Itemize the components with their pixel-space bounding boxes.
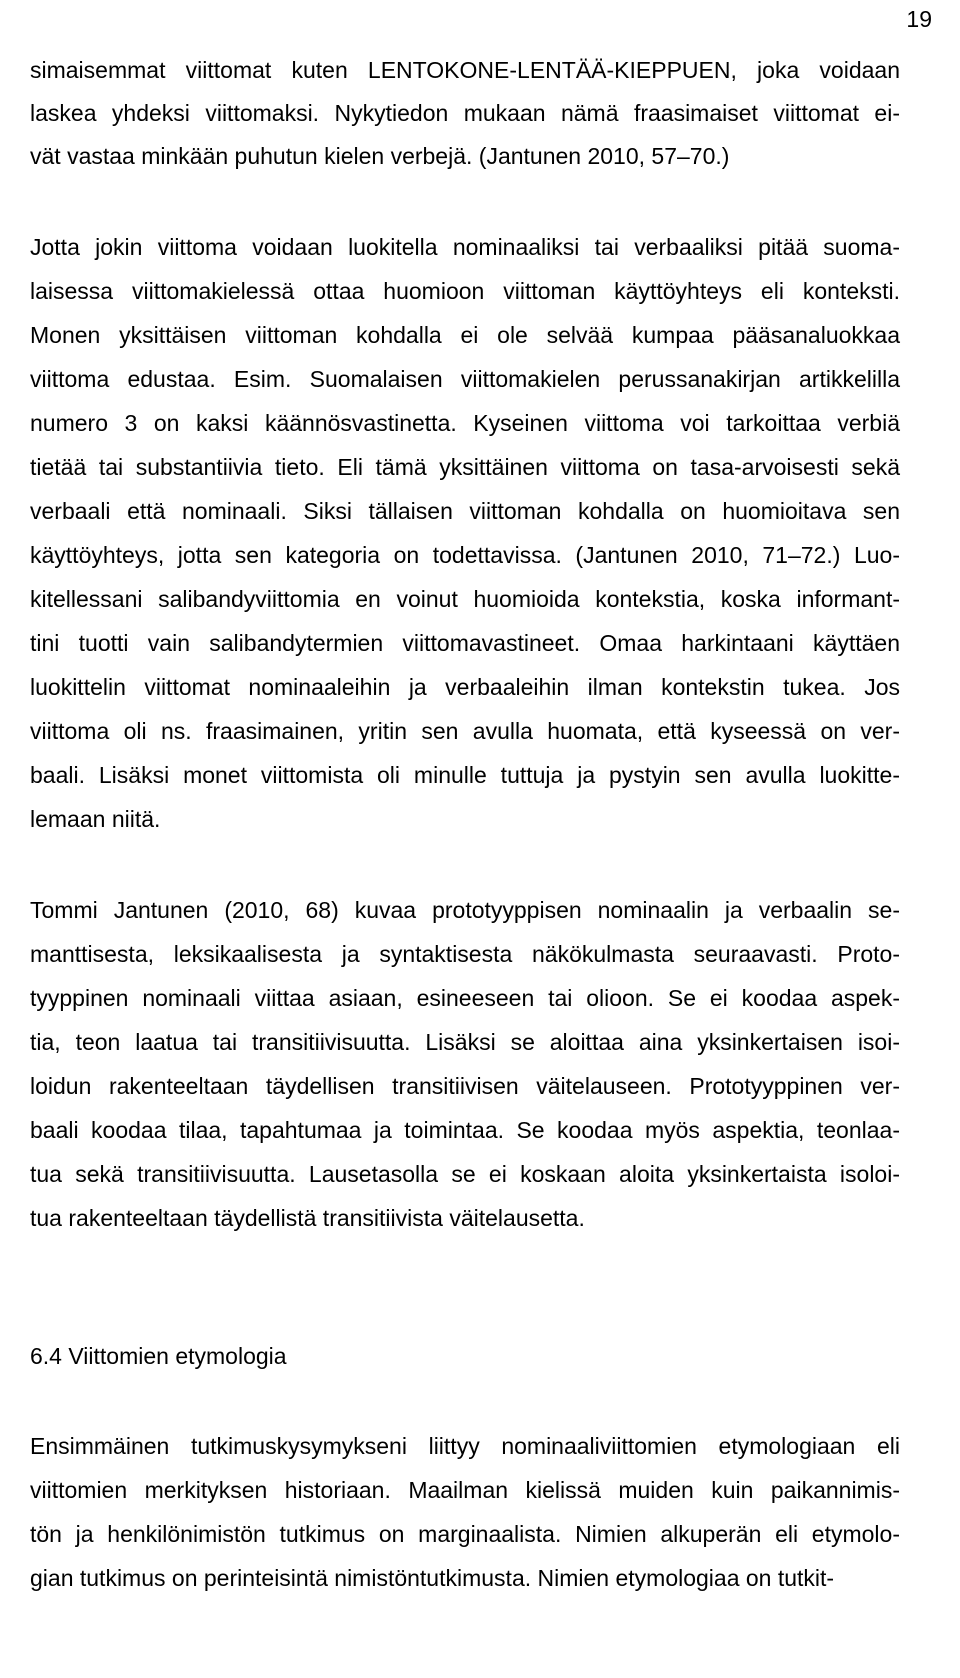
heading-text: 6.4 Viittomien etymologia [30,1343,287,1369]
line-text: tietää tai substantiivia tieto. Eli tämä yksittäinen viittoma on tasa-arvoisesti sekä [30,454,900,480]
line-text: Monen yksittäisen viittoman kohdalla ei ole selvää kumpaa pääsanaluokkaa [30,322,900,348]
page-number: 19 [906,6,932,32]
line-text: tini tuotti vain salibandytermien viittomavastineet. Omaa harkintaani käyttäen [30,630,900,656]
text-line [0,134,960,178]
text-line [0,1108,960,1152]
text-line [0,1064,960,1108]
text-line [0,976,960,1020]
line-text: tia, teon laatua tai transitiivisuutta. Lisäksi se aloittaa aina yksinkertaisen isoi- [30,1029,900,1055]
section-heading [0,1334,960,1378]
text-line [0,577,960,621]
text-line [0,357,960,401]
line-text: tua sekä transitiivisuutta. Lausetasolla se ei koskaan aloita yksinkertaista isoloi- [30,1161,900,1187]
line-text: tyyppinen nominaali viittaa asiaan, esineeseen tai olioon. Se ei koodaa aspek- [30,985,900,1011]
line-text: viittoma edustaa. Esim. Suomalaisen viittomakielen perussanakirjan artikkelilla [30,366,900,392]
line-text: manttisesta, leksikaalisesta ja syntaktisesta näkökulmasta seuraavasti. Proto- [30,941,900,967]
text-line [0,489,960,533]
text-line [0,1152,960,1196]
text-line [0,888,960,932]
line-text: tua rakenteeltaan täydellistä transitiivista väitelausetta. [30,1205,585,1231]
line-text: verbaali että nominaali. Siksi tällaisen viittoman kohdalla on huomioitava sen [30,498,900,524]
text-line [0,621,960,665]
text-line [0,753,960,797]
line-text: baali. Lisäksi monet viittomista oli minulle tuttuja ja pystyin sen avulla luokitte- [30,762,900,788]
line-text: Tommi Jantunen (2010, 68) kuvaa prototyyppisen nominaalin ja verbaalin se- [30,897,900,923]
text-line [0,709,960,753]
line-text: kitellessani salibandyviittomia en voinut huomioida kontekstia, koska informant- [30,586,900,612]
text-line [0,1556,960,1600]
text-line [0,48,960,92]
line-text: käyttöyhteys, jotta sen kategoria on todettavissa. (Jantunen 2010, 71‒72.) Luo- [30,542,900,568]
text-line [0,401,960,445]
line-text: loidun rakenteeltaan täydellisen transitiivisen väitelauseen. Prototyyppinen ver- [30,1073,900,1099]
line-text: gian tutkimus on perinteisintä nimistöntutkimusta. Nimien etymologiaa on tutkit- [30,1565,835,1591]
line-text: lemaan niitä. [30,806,161,832]
text-line [0,269,960,313]
text-line [0,91,960,135]
text-line [0,225,960,269]
text-line [0,1468,960,1512]
line-text: baali koodaa tilaa, tapahtumaa ja toimintaa. Se koodaa myös aspektia, teonlaa- [30,1117,900,1143]
text-line [0,445,960,489]
text-line [0,313,960,357]
text-line [0,533,960,577]
line-text: laisessa viittomakielessä ottaa huomioon viittoman käyttöyhteys eli konteksti. [30,278,900,304]
line-text: simaisemmat viittomat kuten LENTOKONE-LENTÄÄ-KIEPPUEN, joka voidaan [30,57,900,83]
line-text: laskea yhdeksi viittomaksi. Nykytiedon mukaan nämä fraasimaiset viittomat ei- [30,100,900,126]
text-line [0,1196,960,1240]
line-text: viittomien merkityksen historiaan. Maailman kielissä muiden kuin paikannimis- [30,1477,900,1503]
line-text: luokittelin viittomat nominaaleihin ja verbaaleihin ilman kontekstin tukea. Jos [30,674,900,700]
line-text: Jotta jokin viittoma voidaan luokitella nominaaliksi tai verbaaliksi pitää suoma- [30,234,900,260]
line-text: numero 3 on kaksi käännösvastinetta. Kyseinen viittoma voi tarkoittaa verbiä [30,410,900,436]
text-line [0,665,960,709]
text-line [0,1512,960,1556]
line-text: tön ja henkilönimistön tutkimus on marginaalista. Nimien alkuperän eli etymolo- [30,1521,900,1547]
line-text: Ensimmäinen tutkimuskysymykseni liittyy nominaaliviittomien etymologiaan eli [30,1433,900,1459]
line-text: vät vastaa minkään puhutun kielen verbejä. (Jantunen 2010, 57‒70.) [30,143,730,169]
text-line [0,797,960,841]
line-text: viittoma oli ns. fraasimainen, yritin sen avulla huomata, että kyseessä on ver- [30,718,900,744]
text-line [0,932,960,976]
text-line [0,1020,960,1064]
text-line [0,1424,960,1468]
